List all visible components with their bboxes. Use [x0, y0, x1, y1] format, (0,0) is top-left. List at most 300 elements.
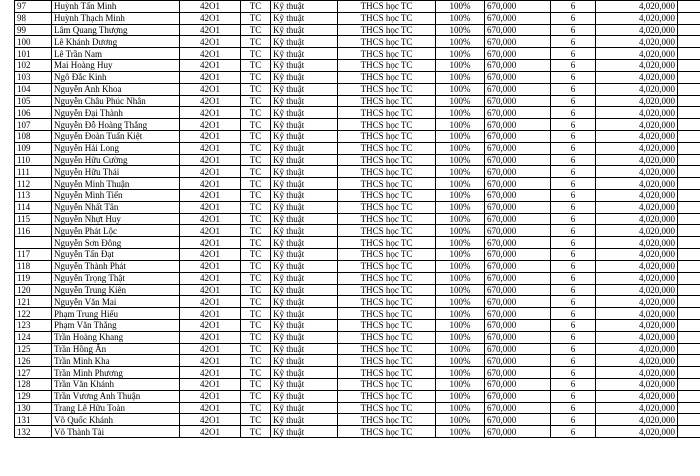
- empty-cell: [678, 426, 700, 438]
- monthly-rate-cell: 670,000: [485, 225, 551, 237]
- empty-cell: [678, 1, 700, 13]
- monthly-rate-cell: 670,000: [485, 83, 551, 95]
- total-amount-cell: 4,020,000: [596, 83, 678, 95]
- training-type-cell: TC: [241, 284, 271, 296]
- monthly-rate-cell: 670,000: [485, 60, 551, 72]
- month-count-cell: 6: [551, 331, 596, 343]
- class-code-cell: 42O1: [180, 379, 241, 391]
- entry-level-cell: THCS học TC: [338, 71, 436, 83]
- field-of-study-cell: Kỹ thuật: [271, 296, 338, 308]
- table-row: [15, 213, 700, 225]
- table-row: [15, 36, 700, 48]
- class-code-cell: 42O1: [180, 284, 241, 296]
- field-of-study-cell: Kỹ thuật: [271, 190, 338, 202]
- empty-cell: [678, 166, 700, 178]
- field-of-study-cell: Kỹ thuật: [271, 60, 338, 72]
- entry-level-cell: THCS học TC: [338, 272, 436, 284]
- student-name-cell: Trần Văn Khánh: [52, 379, 180, 391]
- empty-cell: [678, 249, 700, 261]
- student-name-cell: Lê Trần Nam: [52, 48, 180, 60]
- training-type-cell: TC: [241, 260, 271, 272]
- total-amount-cell: 4,020,000: [596, 225, 678, 237]
- row-number-cell: 128: [15, 379, 52, 391]
- empty-cell: [678, 71, 700, 83]
- support-percent-cell: 100%: [436, 1, 485, 13]
- row-number-cell: 120: [15, 284, 52, 296]
- total-amount-cell: 4,020,000: [596, 331, 678, 343]
- table-row: [15, 60, 700, 72]
- monthly-rate-cell: 670,000: [485, 319, 551, 331]
- empty-cell: [678, 190, 700, 202]
- row-number-cell: 102: [15, 60, 52, 72]
- student-name-cell: Trần Hồng Ân: [52, 343, 180, 355]
- table-row: [15, 284, 700, 296]
- field-of-study-cell: Kỹ thuật: [271, 178, 338, 190]
- field-of-study-cell: Kỹ thuật: [271, 201, 338, 213]
- student-name-cell: Nguyễn Trung Kiên: [52, 284, 180, 296]
- support-percent-cell: 100%: [436, 36, 485, 48]
- entry-level-cell: THCS học TC: [338, 379, 436, 391]
- training-type-cell: TC: [241, 1, 271, 13]
- class-code-cell: 42O1: [180, 95, 241, 107]
- total-amount-cell: 4,020,000: [596, 237, 678, 249]
- empty-cell: [678, 390, 700, 402]
- class-code-cell: 42O1: [180, 1, 241, 13]
- month-count-cell: 6: [551, 355, 596, 367]
- class-code-cell: 42O1: [180, 402, 241, 414]
- support-percent-cell: 100%: [436, 190, 485, 202]
- class-code-cell: 42O1: [180, 213, 241, 225]
- month-count-cell: 6: [551, 390, 596, 402]
- field-of-study-cell: Kỹ thuật: [271, 83, 338, 95]
- roster-body: [15, 1, 700, 438]
- entry-level-cell: THCS học TC: [338, 331, 436, 343]
- table-row: [15, 166, 700, 178]
- entry-level-cell: THCS học TC: [338, 166, 436, 178]
- training-type-cell: TC: [241, 426, 271, 438]
- month-count-cell: 6: [551, 12, 596, 24]
- support-percent-cell: 100%: [436, 402, 485, 414]
- student-name-cell: Nguyễn Hữu Thái: [52, 166, 180, 178]
- month-count-cell: 6: [551, 95, 596, 107]
- field-of-study-cell: Kỹ thuật: [271, 166, 338, 178]
- support-percent-cell: 100%: [436, 296, 485, 308]
- month-count-cell: 6: [551, 142, 596, 154]
- entry-level-cell: THCS học TC: [338, 12, 436, 24]
- month-count-cell: 6: [551, 237, 596, 249]
- monthly-rate-cell: 670,000: [485, 355, 551, 367]
- table-row: [15, 319, 700, 331]
- entry-level-cell: THCS học TC: [338, 319, 436, 331]
- support-percent-cell: 100%: [436, 107, 485, 119]
- entry-level-cell: THCS học TC: [338, 154, 436, 166]
- row-number-cell: 121: [15, 296, 52, 308]
- row-number-cell: 110: [15, 154, 52, 166]
- month-count-cell: 6: [551, 107, 596, 119]
- total-amount-cell: 4,020,000: [596, 154, 678, 166]
- training-type-cell: TC: [241, 190, 271, 202]
- training-type-cell: TC: [241, 343, 271, 355]
- empty-cell: [678, 284, 700, 296]
- class-code-cell: 42O1: [180, 426, 241, 438]
- student-name-cell: Nguyễn Nhựt Huy: [52, 213, 180, 225]
- class-code-cell: 42O1: [180, 154, 241, 166]
- entry-level-cell: THCS học TC: [338, 260, 436, 272]
- monthly-rate-cell: 670,000: [485, 402, 551, 414]
- month-count-cell: 6: [551, 71, 596, 83]
- total-amount-cell: 4,020,000: [596, 178, 678, 190]
- row-number-cell: 123: [15, 319, 52, 331]
- monthly-rate-cell: 670,000: [485, 213, 551, 225]
- field-of-study-cell: Kỹ thuật: [271, 237, 338, 249]
- total-amount-cell: 4,020,000: [596, 142, 678, 154]
- month-count-cell: 6: [551, 36, 596, 48]
- table-row: [15, 272, 700, 284]
- month-count-cell: 6: [551, 213, 596, 225]
- empty-cell: [678, 178, 700, 190]
- training-type-cell: TC: [241, 296, 271, 308]
- monthly-rate-cell: 670,000: [485, 237, 551, 249]
- table-row: [15, 296, 700, 308]
- support-percent-cell: 100%: [436, 225, 485, 237]
- training-type-cell: TC: [241, 36, 271, 48]
- row-number-cell: 122: [15, 308, 52, 320]
- training-type-cell: TC: [241, 12, 271, 24]
- empty-cell: [678, 343, 700, 355]
- month-count-cell: 6: [551, 130, 596, 142]
- training-type-cell: TC: [241, 237, 271, 249]
- class-code-cell: 42O1: [180, 24, 241, 36]
- class-code-cell: 42O1: [180, 225, 241, 237]
- field-of-study-cell: Kỹ thuật: [271, 154, 338, 166]
- table-row: [15, 154, 700, 166]
- training-type-cell: TC: [241, 249, 271, 261]
- entry-level-cell: THCS học TC: [338, 414, 436, 426]
- table-row: [15, 71, 700, 83]
- class-code-cell: 42O1: [180, 83, 241, 95]
- row-number-cell: 105: [15, 95, 52, 107]
- class-code-cell: 42O1: [180, 237, 241, 249]
- class-code-cell: 42O1: [180, 60, 241, 72]
- entry-level-cell: THCS học TC: [338, 390, 436, 402]
- support-percent-cell: 100%: [436, 284, 485, 296]
- month-count-cell: 6: [551, 379, 596, 391]
- monthly-rate-cell: 670,000: [485, 308, 551, 320]
- total-amount-cell: 4,020,000: [596, 107, 678, 119]
- support-percent-cell: 100%: [436, 12, 485, 24]
- support-percent-cell: 100%: [436, 414, 485, 426]
- support-percent-cell: 100%: [436, 390, 485, 402]
- class-code-cell: 42O1: [180, 367, 241, 379]
- student-name-cell: Lâm Quang Thượng: [52, 24, 180, 36]
- monthly-rate-cell: 670,000: [485, 24, 551, 36]
- table-row: [15, 190, 700, 202]
- entry-level-cell: THCS học TC: [338, 237, 436, 249]
- field-of-study-cell: Kỹ thuật: [271, 142, 338, 154]
- support-percent-cell: 100%: [436, 60, 485, 72]
- field-of-study-cell: Kỹ thuật: [271, 308, 338, 320]
- row-number-cell: 126: [15, 355, 52, 367]
- class-code-cell: 42O1: [180, 343, 241, 355]
- entry-level-cell: THCS học TC: [338, 308, 436, 320]
- support-percent-cell: 100%: [436, 260, 485, 272]
- total-amount-cell: 4,020,000: [596, 60, 678, 72]
- table-row: [15, 343, 700, 355]
- empty-cell: [678, 95, 700, 107]
- monthly-rate-cell: 670,000: [485, 95, 551, 107]
- empty-cell: [678, 367, 700, 379]
- field-of-study-cell: Kỹ thuật: [271, 414, 338, 426]
- row-number-cell: 109: [15, 142, 52, 154]
- support-percent-cell: 100%: [436, 308, 485, 320]
- total-amount-cell: 4,020,000: [596, 319, 678, 331]
- training-type-cell: TC: [241, 414, 271, 426]
- total-amount-cell: 4,020,000: [596, 201, 678, 213]
- student-name-cell: Nguyễn Minh Thuận: [52, 178, 180, 190]
- table-row: [15, 95, 700, 107]
- support-percent-cell: 100%: [436, 130, 485, 142]
- field-of-study-cell: Kỹ thuật: [271, 260, 338, 272]
- month-count-cell: 6: [551, 249, 596, 261]
- total-amount-cell: 4,020,000: [596, 296, 678, 308]
- entry-level-cell: THCS học TC: [338, 95, 436, 107]
- field-of-study-cell: Kỹ thuật: [271, 426, 338, 438]
- empty-cell: [678, 107, 700, 119]
- total-amount-cell: 4,020,000: [596, 272, 678, 284]
- empty-cell: [678, 355, 700, 367]
- entry-level-cell: THCS học TC: [338, 1, 436, 13]
- class-code-cell: 42O1: [180, 166, 241, 178]
- table-row: [15, 24, 700, 36]
- support-percent-cell: 100%: [436, 213, 485, 225]
- total-amount-cell: 4,020,000: [596, 402, 678, 414]
- empty-cell: [678, 213, 700, 225]
- month-count-cell: 6: [551, 119, 596, 131]
- month-count-cell: 6: [551, 414, 596, 426]
- class-code-cell: 42O1: [180, 414, 241, 426]
- table-row: [15, 331, 700, 343]
- class-code-cell: 42O1: [180, 249, 241, 261]
- support-percent-cell: 100%: [436, 319, 485, 331]
- monthly-rate-cell: 670,000: [485, 390, 551, 402]
- row-number-cell: 111: [15, 166, 52, 178]
- total-amount-cell: 4,020,000: [596, 24, 678, 36]
- empty-cell: [678, 272, 700, 284]
- table-row: [15, 83, 700, 95]
- support-percent-cell: 100%: [436, 367, 485, 379]
- training-type-cell: TC: [241, 201, 271, 213]
- student-name-cell: Nguyễn Châu Phúc Nhân: [52, 95, 180, 107]
- class-code-cell: 42O1: [180, 12, 241, 24]
- monthly-rate-cell: 670,000: [485, 190, 551, 202]
- empty-cell: [678, 48, 700, 60]
- month-count-cell: 6: [551, 296, 596, 308]
- entry-level-cell: THCS học TC: [338, 48, 436, 60]
- monthly-rate-cell: 670,000: [485, 296, 551, 308]
- entry-level-cell: THCS học TC: [338, 130, 436, 142]
- empty-cell: [678, 24, 700, 36]
- class-code-cell: 42O1: [180, 48, 241, 60]
- table-row: [15, 426, 700, 438]
- class-code-cell: 42O1: [180, 201, 241, 213]
- total-amount-cell: 4,020,000: [596, 260, 678, 272]
- support-percent-cell: 100%: [436, 95, 485, 107]
- field-of-study-cell: Kỹ thuật: [271, 402, 338, 414]
- student-name-cell: Võ Quốc Khánh: [52, 414, 180, 426]
- training-type-cell: TC: [241, 24, 271, 36]
- entry-level-cell: THCS học TC: [338, 201, 436, 213]
- empty-cell: [678, 119, 700, 131]
- monthly-rate-cell: 670,000: [485, 201, 551, 213]
- table-row: [15, 48, 700, 60]
- support-percent-cell: 100%: [436, 379, 485, 391]
- table-row: [15, 130, 700, 142]
- row-number-cell: 130: [15, 402, 52, 414]
- table-row: [15, 402, 700, 414]
- month-count-cell: 6: [551, 24, 596, 36]
- row-number-cell: 112: [15, 178, 52, 190]
- empty-cell: [678, 83, 700, 95]
- student-name-cell: Lê Khánh Dương: [52, 36, 180, 48]
- month-count-cell: 6: [551, 284, 596, 296]
- training-type-cell: TC: [241, 154, 271, 166]
- total-amount-cell: 4,020,000: [596, 166, 678, 178]
- field-of-study-cell: Kỹ thuật: [271, 343, 338, 355]
- entry-level-cell: THCS học TC: [338, 24, 436, 36]
- student-name-cell: Nguyễn Nhất Tân: [52, 201, 180, 213]
- field-of-study-cell: Kỹ thuật: [271, 249, 338, 261]
- row-number-cell: 118: [15, 260, 52, 272]
- student-name-cell: Nguyễn Tấn Đạt: [52, 249, 180, 261]
- class-code-cell: 42O1: [180, 142, 241, 154]
- student-name-cell: Ngô Đắc Kinh: [52, 71, 180, 83]
- row-number-cell: 106: [15, 107, 52, 119]
- empty-cell: [678, 36, 700, 48]
- month-count-cell: 6: [551, 367, 596, 379]
- student-name-cell: Phạm Trung Hiếu: [52, 308, 180, 320]
- field-of-study-cell: Kỹ thuật: [271, 319, 338, 331]
- support-percent-cell: 100%: [436, 154, 485, 166]
- student-name-cell: Nguyễn Hải Long: [52, 142, 180, 154]
- class-code-cell: 42O1: [180, 190, 241, 202]
- training-type-cell: TC: [241, 367, 271, 379]
- monthly-rate-cell: 670,000: [485, 272, 551, 284]
- monthly-rate-cell: 670,000: [485, 379, 551, 391]
- field-of-study-cell: Kỹ thuật: [271, 367, 338, 379]
- training-type-cell: TC: [241, 379, 271, 391]
- field-of-study-cell: Kỹ thuật: [271, 390, 338, 402]
- monthly-rate-cell: 670,000: [485, 367, 551, 379]
- row-number-cell: 117: [15, 249, 52, 261]
- monthly-rate-cell: 670,000: [485, 142, 551, 154]
- total-amount-cell: 4,020,000: [596, 119, 678, 131]
- field-of-study-cell: Kỹ thuật: [271, 107, 338, 119]
- row-number-cell: 125: [15, 343, 52, 355]
- empty-cell: [678, 414, 700, 426]
- month-count-cell: 6: [551, 343, 596, 355]
- total-amount-cell: 4,020,000: [596, 95, 678, 107]
- training-type-cell: TC: [241, 48, 271, 60]
- student-name-cell: Nguyễn Anh Khoa: [52, 83, 180, 95]
- table-row: [15, 308, 700, 320]
- total-amount-cell: 4,020,000: [596, 308, 678, 320]
- student-name-cell: Nguyễn Hữu Cường: [52, 154, 180, 166]
- total-amount-cell: 4,020,000: [596, 71, 678, 83]
- empty-cell: [678, 130, 700, 142]
- training-type-cell: TC: [241, 272, 271, 284]
- support-percent-cell: 100%: [436, 142, 485, 154]
- student-name-cell: Huỳnh Thạch Minh: [52, 12, 180, 24]
- student-name-cell: Nguyễn Phát Lộc: [52, 225, 180, 237]
- month-count-cell: 6: [551, 1, 596, 13]
- month-count-cell: 6: [551, 201, 596, 213]
- student-name-cell: Võ Thành Tài: [52, 426, 180, 438]
- total-amount-cell: 4,020,000: [596, 1, 678, 13]
- month-count-cell: 6: [551, 426, 596, 438]
- student-name-cell: Nguyễn Đoàn Tuấn Kiệt: [52, 130, 180, 142]
- row-number-cell: 99: [15, 24, 52, 36]
- training-type-cell: TC: [241, 119, 271, 131]
- entry-level-cell: THCS học TC: [338, 178, 436, 190]
- row-number-cell: 97: [15, 1, 52, 13]
- field-of-study-cell: Kỹ thuật: [271, 95, 338, 107]
- entry-level-cell: THCS học TC: [338, 36, 436, 48]
- field-of-study-cell: Kỹ thuật: [271, 213, 338, 225]
- support-percent-cell: 100%: [436, 166, 485, 178]
- entry-level-cell: THCS học TC: [338, 225, 436, 237]
- month-count-cell: 6: [551, 60, 596, 72]
- month-count-cell: 6: [551, 166, 596, 178]
- total-amount-cell: 4,020,000: [596, 379, 678, 391]
- monthly-rate-cell: 670,000: [485, 119, 551, 131]
- empty-cell: [678, 296, 700, 308]
- total-amount-cell: 4,020,000: [596, 284, 678, 296]
- table-row: [15, 390, 700, 402]
- training-type-cell: TC: [241, 319, 271, 331]
- training-type-cell: TC: [241, 142, 271, 154]
- training-type-cell: TC: [241, 71, 271, 83]
- monthly-rate-cell: 670,000: [485, 154, 551, 166]
- entry-level-cell: THCS học TC: [338, 83, 436, 95]
- row-number-cell: 124: [15, 331, 52, 343]
- support-percent-cell: 100%: [436, 355, 485, 367]
- total-amount-cell: 4,020,000: [596, 130, 678, 142]
- empty-cell: [678, 154, 700, 166]
- student-name-cell: Nguyễn Thành Phát: [52, 260, 180, 272]
- support-percent-cell: 100%: [436, 71, 485, 83]
- student-name-cell: Nguyễn Sơn Đông: [52, 237, 180, 249]
- month-count-cell: 6: [551, 154, 596, 166]
- row-number-cell: 108: [15, 130, 52, 142]
- field-of-study-cell: Kỹ thuật: [271, 284, 338, 296]
- monthly-rate-cell: 670,000: [485, 107, 551, 119]
- empty-cell: [678, 402, 700, 414]
- field-of-study-cell: Kỹ thuật: [271, 1, 338, 13]
- field-of-study-cell: Kỹ thuật: [271, 71, 338, 83]
- support-percent-cell: 100%: [436, 83, 485, 95]
- student-name-cell: Trang Lê Hữu Toàn: [52, 402, 180, 414]
- monthly-rate-cell: 670,000: [485, 166, 551, 178]
- row-number-cell: 103: [15, 71, 52, 83]
- class-code-cell: 42O1: [180, 296, 241, 308]
- class-code-cell: 42O1: [180, 107, 241, 119]
- total-amount-cell: 4,020,000: [596, 414, 678, 426]
- class-code-cell: 42O1: [180, 119, 241, 131]
- entry-level-cell: THCS học TC: [338, 107, 436, 119]
- monthly-rate-cell: 670,000: [485, 284, 551, 296]
- month-count-cell: 6: [551, 178, 596, 190]
- student-name-cell: Nguyễn Văn Mai: [52, 296, 180, 308]
